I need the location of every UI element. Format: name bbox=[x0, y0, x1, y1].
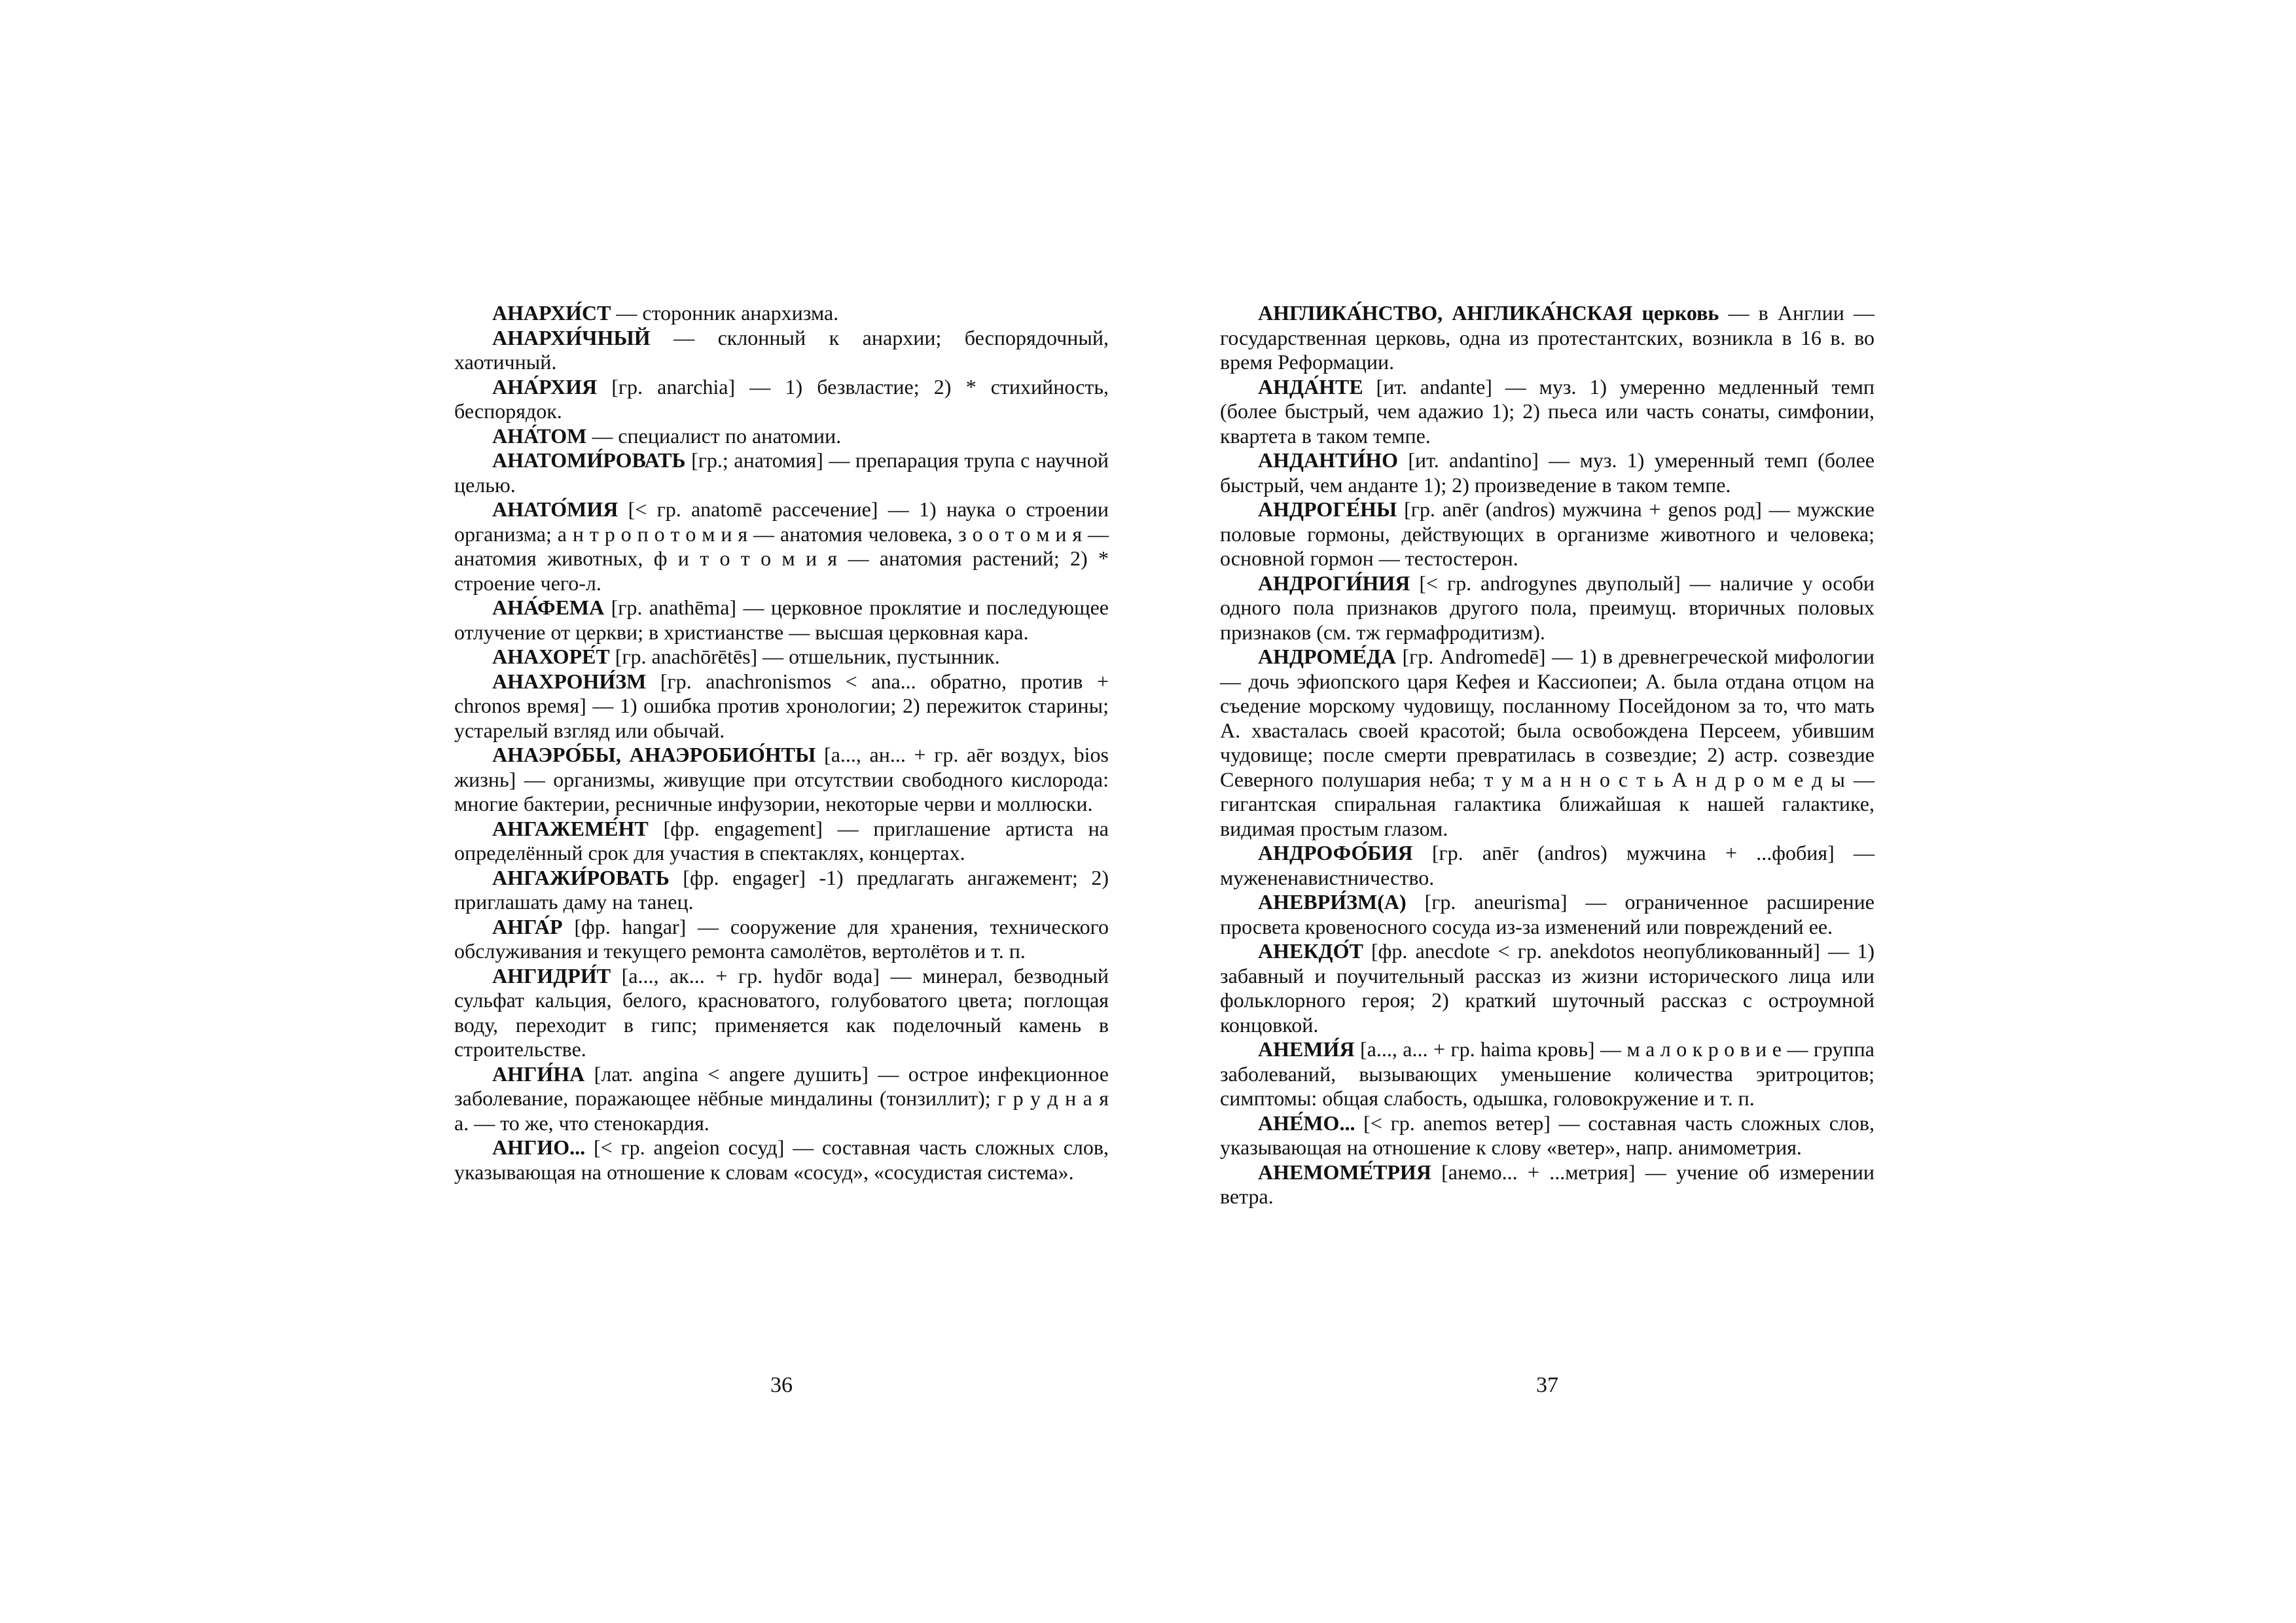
entry-headword: АНА́РХИЯ bbox=[492, 374, 598, 399]
entry-headword: АНГАЖИ́РОВАТЬ bbox=[492, 865, 670, 889]
entry-definition: — в Англии — государственная церковь, одна из протестантских, возникла в 16 в. во время Реформации. bbox=[1220, 301, 1875, 374]
entry-headword: АНГЛИКА́НСТВО, АНГЛИКА́НСКАЯ церковь bbox=[1258, 301, 1719, 325]
entry-headword: АНЕМИ́Я bbox=[1258, 1037, 1355, 1061]
dictionary-entry bbox=[454, 424, 1109, 449]
entry-definition: [фр. engager] -1) предлагать ангажемент; 2) приглашать даму на танец. bbox=[454, 865, 1109, 914]
dictionary-entry bbox=[454, 743, 1109, 817]
dictionary-entry bbox=[454, 375, 1109, 424]
entry-definition: [гр. anachōrētēs] — отшельник, пустынник. bbox=[609, 645, 1000, 668]
entry-definition: [< гр. anemos ветер] — составная часть сложных слов, указывающая на отношение к слову «ветер», напр. анимометрия. bbox=[1220, 1111, 1874, 1159]
dictionary-entry bbox=[1220, 841, 1874, 890]
dictionary-entry bbox=[1220, 1111, 1874, 1160]
entry-definition: [гр. anachronismos < ana... обратно, против + chronos время] — 1) ошибка против хронологии; 2) пережиток старины; устарелый взгляд или обычай. bbox=[454, 669, 1109, 742]
dictionary-entry bbox=[1220, 375, 1874, 449]
entry-headword: АНЕВРИ́ЗМ(А) bbox=[1258, 890, 1407, 914]
dictionary-entry bbox=[1220, 571, 1874, 645]
entry-headword: АНГИО... bbox=[492, 1135, 586, 1159]
dictionary-entry bbox=[1220, 645, 1874, 841]
entry-definition: [фр. hangar] — сооружение для хранения, технического обслуживания и текущего ремонта самолётов, вертолётов и т. п. bbox=[454, 914, 1109, 963]
dictionary-entry bbox=[1220, 448, 1874, 497]
entry-headword: АНГАЖЕМЕ́НТ bbox=[492, 816, 649, 840]
entry-definition: [< гр. anatomē рассечение] — 1) наука о строении организма; а н т р о п о т о м и я — анатомия человека, з о о т о м и я — анатомия животных, ф и т о т о м и я — анатомия растений; 2) * строение чего-л. bbox=[454, 497, 1109, 595]
dictionary-entry bbox=[1220, 1037, 1874, 1111]
dictionary-entry bbox=[454, 1135, 1109, 1185]
entry-headword: АНАРХИ́СТ bbox=[492, 301, 611, 325]
dictionary-entry bbox=[454, 1062, 1109, 1136]
page-number: 37 bbox=[1536, 1373, 1558, 1397]
dictionary-entry bbox=[454, 596, 1109, 645]
entry-definition: [< гр. androgynes двуполый] — наличие у особи одного пола признаков другого пола, преимущ. вторичных половых признаков (см. тж гермафродитизм). bbox=[1220, 571, 1874, 644]
entry-headword: АНДАНТИ́НО bbox=[1258, 448, 1399, 472]
dictionary-entry bbox=[454, 497, 1109, 596]
dictionary-entry bbox=[454, 448, 1109, 497]
dictionary-entry bbox=[454, 645, 1109, 669]
entry-definition: [гр. aneurisma] — ограниченное расширение просвета кровеносного сосуда из-за изменений или повреждений ее. bbox=[1220, 890, 1874, 938]
dictionary-entry bbox=[454, 964, 1109, 1062]
dictionary-entry bbox=[454, 915, 1109, 964]
entry-definition: — сторонник анархизма. bbox=[611, 301, 839, 325]
entry-definition: [гр. anēr (andros) мужчина + ...фобия] — мужененавистничество. bbox=[1220, 841, 1874, 889]
entry-definition: [а..., ак... + гр. hydōr вода] — минерал, безводный сульфат кальция, белого, красноватого, голубоватого цвета; поглощая воду, переходит в гипс; применяется как поделочный камень в строительстве. bbox=[454, 963, 1109, 1061]
entry-headword: АНГА́Р bbox=[492, 914, 563, 938]
entry-headword: АНЕМОМЕ́ТРИЯ bbox=[1258, 1160, 1431, 1184]
dictionary-entry bbox=[454, 817, 1109, 866]
entry-headword: АНЕКДО́Т bbox=[1258, 939, 1363, 963]
entry-definition: — специалист по анатомии. bbox=[586, 423, 842, 448]
right-page bbox=[1220, 0, 1874, 1623]
entry-headword: АНАТОМИ́РОВАТЬ bbox=[492, 448, 686, 472]
entry-headword: АНАРХИ́ЧНЫЙ bbox=[492, 325, 651, 349]
entry-headword: АНГИДРИ́Т bbox=[492, 963, 611, 988]
entry-headword: АНАХОРЕ́Т bbox=[492, 645, 610, 668]
entry-definition: [< гр. angeion сосуд] — составная часть сложных слов, указывающая на отношение к словам «сосуд», «сосудистая система». bbox=[454, 1135, 1109, 1184]
entry-headword: АНАТО́МИЯ bbox=[492, 497, 619, 521]
entry-definition: [а..., а... + гр. haima кровь] — м а л о к р о в и е — группа заболеваний, вызывающих уменьшение количества эритроцитов; симптомы: общая слабость, одышка, головокружение и т. п. bbox=[1220, 1037, 1874, 1110]
left-page-column bbox=[454, 301, 1109, 1185]
page-number: 36 bbox=[770, 1373, 793, 1397]
dictionary-entry bbox=[454, 669, 1109, 743]
entry-headword: АНДРОГЕ́НЫ bbox=[1258, 497, 1397, 521]
dictionary-entry bbox=[1220, 497, 1874, 571]
dictionary-entry bbox=[1220, 890, 1874, 939]
entry-headword: АНА́ТОМ bbox=[492, 423, 587, 448]
entry-headword: АНДРОФО́БИЯ bbox=[1258, 841, 1413, 865]
dictionary-entry bbox=[454, 301, 1109, 326]
left-page bbox=[454, 0, 1109, 1623]
entry-definition: [ит. andantino] — муз. 1) умеренный темп (более быстрый, чем анданте 1); 2) произведение в таком темпе. bbox=[1220, 448, 1874, 497]
entry-headword: АНЕ́МО... bbox=[1258, 1111, 1355, 1135]
entry-definition: [гр. anēr (andros) мужчина + genos род] — мужские половые гормоны, действующих в организме животного и человека; основной гормон — тестостерон. bbox=[1220, 497, 1874, 570]
entry-definition: — склонный к анархии; беспорядочный, хаотичный. bbox=[454, 325, 1109, 374]
entry-definition: [фр. engagement] — приглашение артиста на определённый срок для участия в спектаклях, концертах. bbox=[454, 816, 1109, 865]
entry-headword: АНГИ́НА bbox=[492, 1061, 585, 1086]
entry-headword: АНДРОМЕ́ДА bbox=[1258, 645, 1396, 668]
entry-definition: [а..., ан... + гр. aēr воздух, bios жизнь] — организмы, живущие при отсутствии свободного кислорода: многие бактерии, ресничные инфузории, некоторые черви и моллюски. bbox=[454, 743, 1109, 815]
entry-definition: [фр. anecdote < гр. anekdotos неопубликованный] — 1) забавный и поучительный рассказ из жизни исторического лица или фольклорного героя; 2) краткий шуточный рассказ с остроумной концовкой. bbox=[1220, 939, 1874, 1037]
entry-headword: АНДА́НТЕ bbox=[1258, 374, 1363, 399]
dictionary-entry bbox=[1220, 939, 1874, 1037]
entry-definition: [ит. andante] — муз. 1) умеренно медленный темп (более быстрый, чем адажио 1); 2) пьеса или часть сонаты, симфонии, квартета в таком темпе. bbox=[1220, 374, 1874, 448]
entry-definition: [анемо... + ...метрия] — учение об измерении ветра. bbox=[1220, 1160, 1874, 1208]
right-page-column bbox=[1220, 301, 1874, 1209]
dictionary-entry bbox=[454, 326, 1109, 375]
dictionary-entry bbox=[1220, 301, 1874, 375]
entry-definition: [гр.; анатомия] — препарация трупа с научной целью. bbox=[454, 448, 1109, 497]
entry-headword: АНАХРОНИ́ЗМ bbox=[492, 669, 647, 693]
entry-definition: [гр. anathēma] — церковное проклятие и последующее отлучение от церкви; в христианстве — высшая церковная кара. bbox=[454, 596, 1109, 644]
entry-definition: [гр. anarchia] — 1) безвластие; 2) * стихийность, беспорядок. bbox=[454, 374, 1109, 423]
dictionary-entry bbox=[454, 866, 1109, 915]
entry-headword: АНАЭРО́БЫ, АНАЭРОБИО́НТЫ bbox=[492, 743, 816, 766]
entry-definition: [лат. angina < angere душить] — острое инфекционное заболевание, поражающее нёбные миндалины (тонзиллит); г р у д н а я а. — то же, что стенокардия. bbox=[454, 1061, 1109, 1135]
entry-headword: АНДРОГИ́НИЯ bbox=[1258, 571, 1410, 595]
entry-headword: АНА́ФЕМА bbox=[492, 596, 605, 619]
dictionary-entry bbox=[1220, 1160, 1874, 1209]
entry-definition: [гр. Andromedē] — 1) в древнегреческой мифологии — дочь эфиопского царя Кефея и Кассиопеи; А. была отдана отцом на съедение морскому чудовищу, посланному Посейдоном за то, что мать А. хвасталась своей красотой; была освобождена Персеем, убившим чудовище; после смерти превратилась в созвездие; 2) астр. созвездие Северного полушария неба; т у м а н н о с т ь А н д р о м е д ы — гигантская спиральная галактика ближайшая к нашей галактике, видимая простым глазом. bbox=[1220, 645, 1874, 840]
